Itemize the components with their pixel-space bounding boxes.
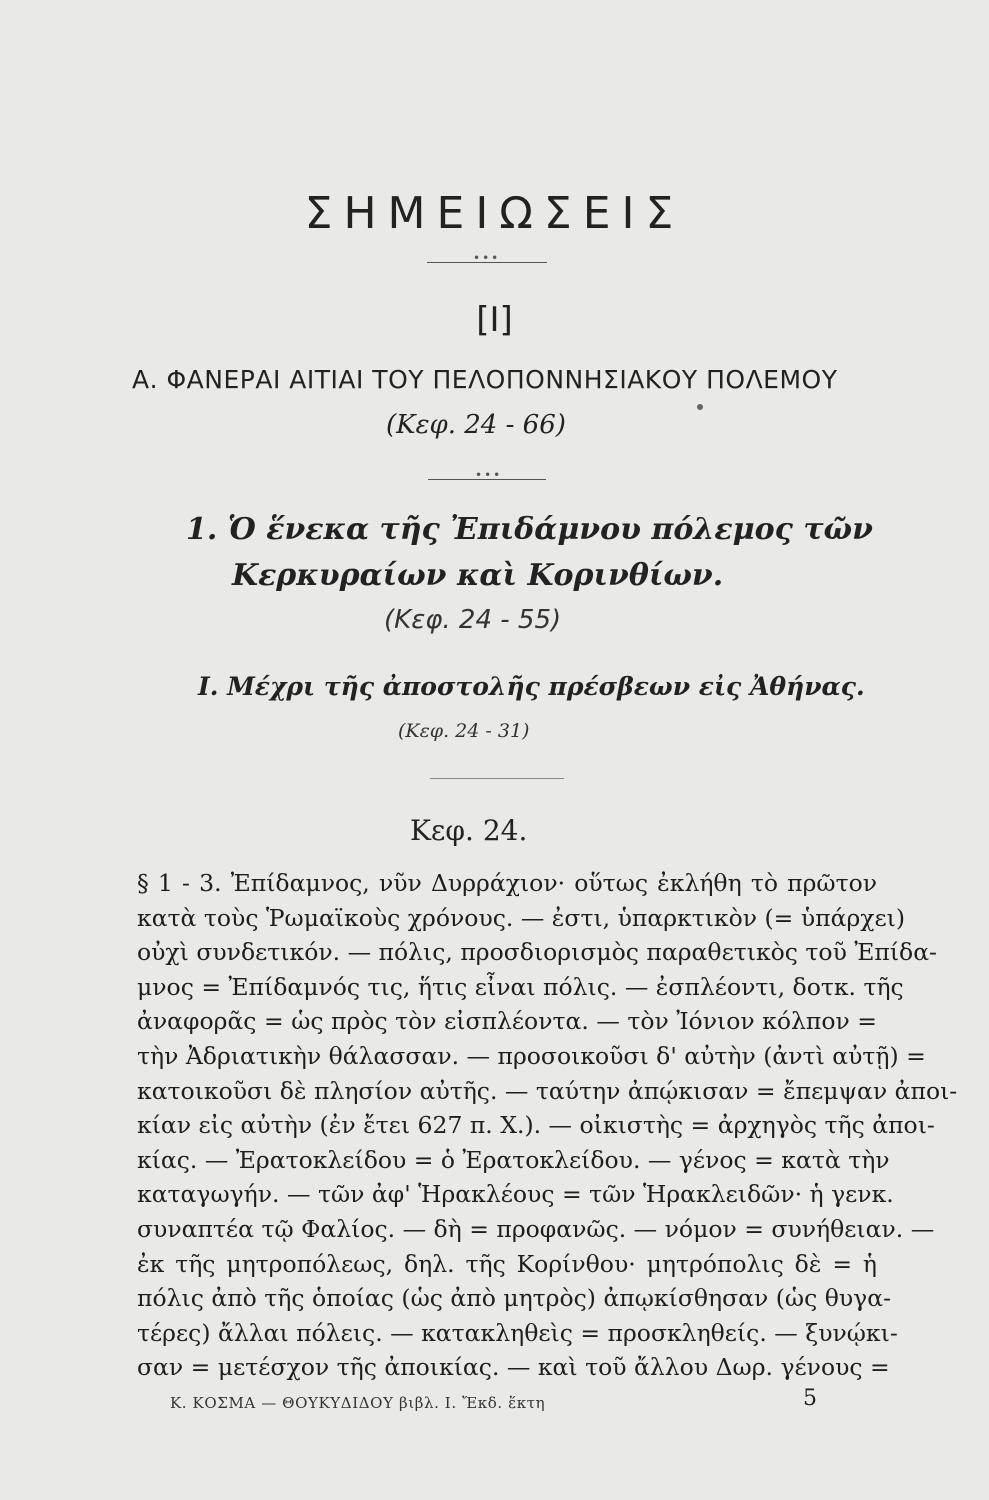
section-heading-line-1: 1. Ὁ ἕνεκα τῆς Ἐπιδάμνου πόλεμος τῶν (186, 512, 873, 547)
text-line: § 1 - 3. Ἐπίδαμνος, νῦν Δυρράχιον· οὕτως ἐκλήθη τὸ πρῶτον (137, 869, 877, 897)
ink-speck (697, 404, 703, 410)
section-heading-line-2: Κερκυραίων καὶ Κορινθίων. (232, 558, 724, 593)
text-line: ἀναφορᾶς = ὡς πρὸς τὸν εἰσπλέοντα. — τὸν Ἰόνιον κόλπον = (137, 1007, 877, 1036)
part-divider-dots: ••• (475, 468, 503, 482)
text-line: κίαν εἰς αὐτὴν (ἐν ἔτει 627 π. Χ.). — οἰκιστὴς = ἀρχηγὸς τῆς ἀποι- (137, 1111, 935, 1140)
text-line: κατοικοῦσι δὲ πλησίον αὐτῆς. — ταύτην ἀπῴκισαν = ἔπεμψαν ἀποι- (137, 1076, 958, 1105)
part-chapter-range: (Κεφ. 24 - 66) (386, 410, 566, 440)
text-line: ἐκ τῆς μητροπόλεως, δηλ. τῆς Κορίνθου· μητρόπολις δὲ = ἡ (137, 1249, 877, 1278)
footer-signature: Κ. ΚΟΣΜΑ — ΘΟΥΚΥΔΙΔΟΥ βιβλ. Ι. Ἔκδ. ἕκτη (170, 1394, 546, 1412)
text-line: μνος = Ἐπίδαμνός τις, ἥτις εἶναι πόλις. — ἐσπλέοντι, δοτκ. τῆς (137, 972, 904, 1001)
chapter-heading: Κεφ. 24. (410, 814, 528, 847)
text-line: καταγωγήν. — τῶν ἀφ' Ἡρακλέους = τῶν Ἡρακλειδῶν· ἡ γενκ. (137, 1180, 894, 1209)
text-line: οὐχὶ συνδετικόν. — πόλις, προσδιορισμὸς παραθετικὸς τοῦ Ἐπίδα- (137, 938, 937, 967)
text-line: τέρες) ἄλλαι πόλεις. — κατακληθεὶς = προσκληθείς. — ξυνῴκι- (137, 1318, 898, 1347)
subsection-heading: Ι. Μέχρι τῆς ἀποστολῆς πρέσβεων εἰς Ἀθήνας. (198, 672, 865, 701)
text-line: κατὰ τοὺς Ῥωμαϊκοὺς χρόνους. — ἐστι, ὑπαρκτικὸν (= ὑπάρχει) (137, 903, 906, 932)
text-line: κίας. — Ἐρατοκλείδου = ὁ Ἐρατοκλείδου. — γένος = κατὰ τὴν (137, 1145, 890, 1174)
text-line: σαν = μετέσχον τῆς ἀποικίας. — καὶ τοῦ ἄλλου Δωρ. γένους = (137, 1353, 890, 1382)
text-line: τὴν Ἀδριατικὴν θάλασσαν. — προσοικοῦσι δ' αὐτὴν (ἀντὶ αὐτῇ) = (137, 1041, 926, 1070)
page-title: ΣΗΜΕΙΩΣΕΙΣ (304, 188, 685, 239)
subsection-chapter-range: (Κεφ. 24 - 31) (398, 720, 530, 742)
text-line: πόλις ἀπὸ τῆς ὁποίας (ὡς ἀπὸ μητρὸς) ἀπῳκίσθησαν (ὡς θυγα- (137, 1284, 892, 1313)
section-chapter-range: (Κεφ. 24 - 55) (384, 605, 562, 635)
subsection-divider (430, 778, 564, 779)
part-heading: Α. ΦΑΝΕΡΑΙ ΑΙΤΙΑΙ ΤΟΥ ΠΕΛΟΠΟΝΝΗΣΙΑΚΟΥ ΠΟΛΕΜΟΥ (132, 365, 838, 394)
commentary-text (137, 866, 958, 1385)
page-number: 5 (803, 1386, 817, 1411)
title-divider-dots: ••• (473, 251, 501, 265)
text-line: συναπτέα τῷ Φαλίος. — δὴ = προφανῶς. — νόμον = συνήθειαν. — (137, 1214, 935, 1243)
roman-section-number: [I] (476, 300, 513, 340)
